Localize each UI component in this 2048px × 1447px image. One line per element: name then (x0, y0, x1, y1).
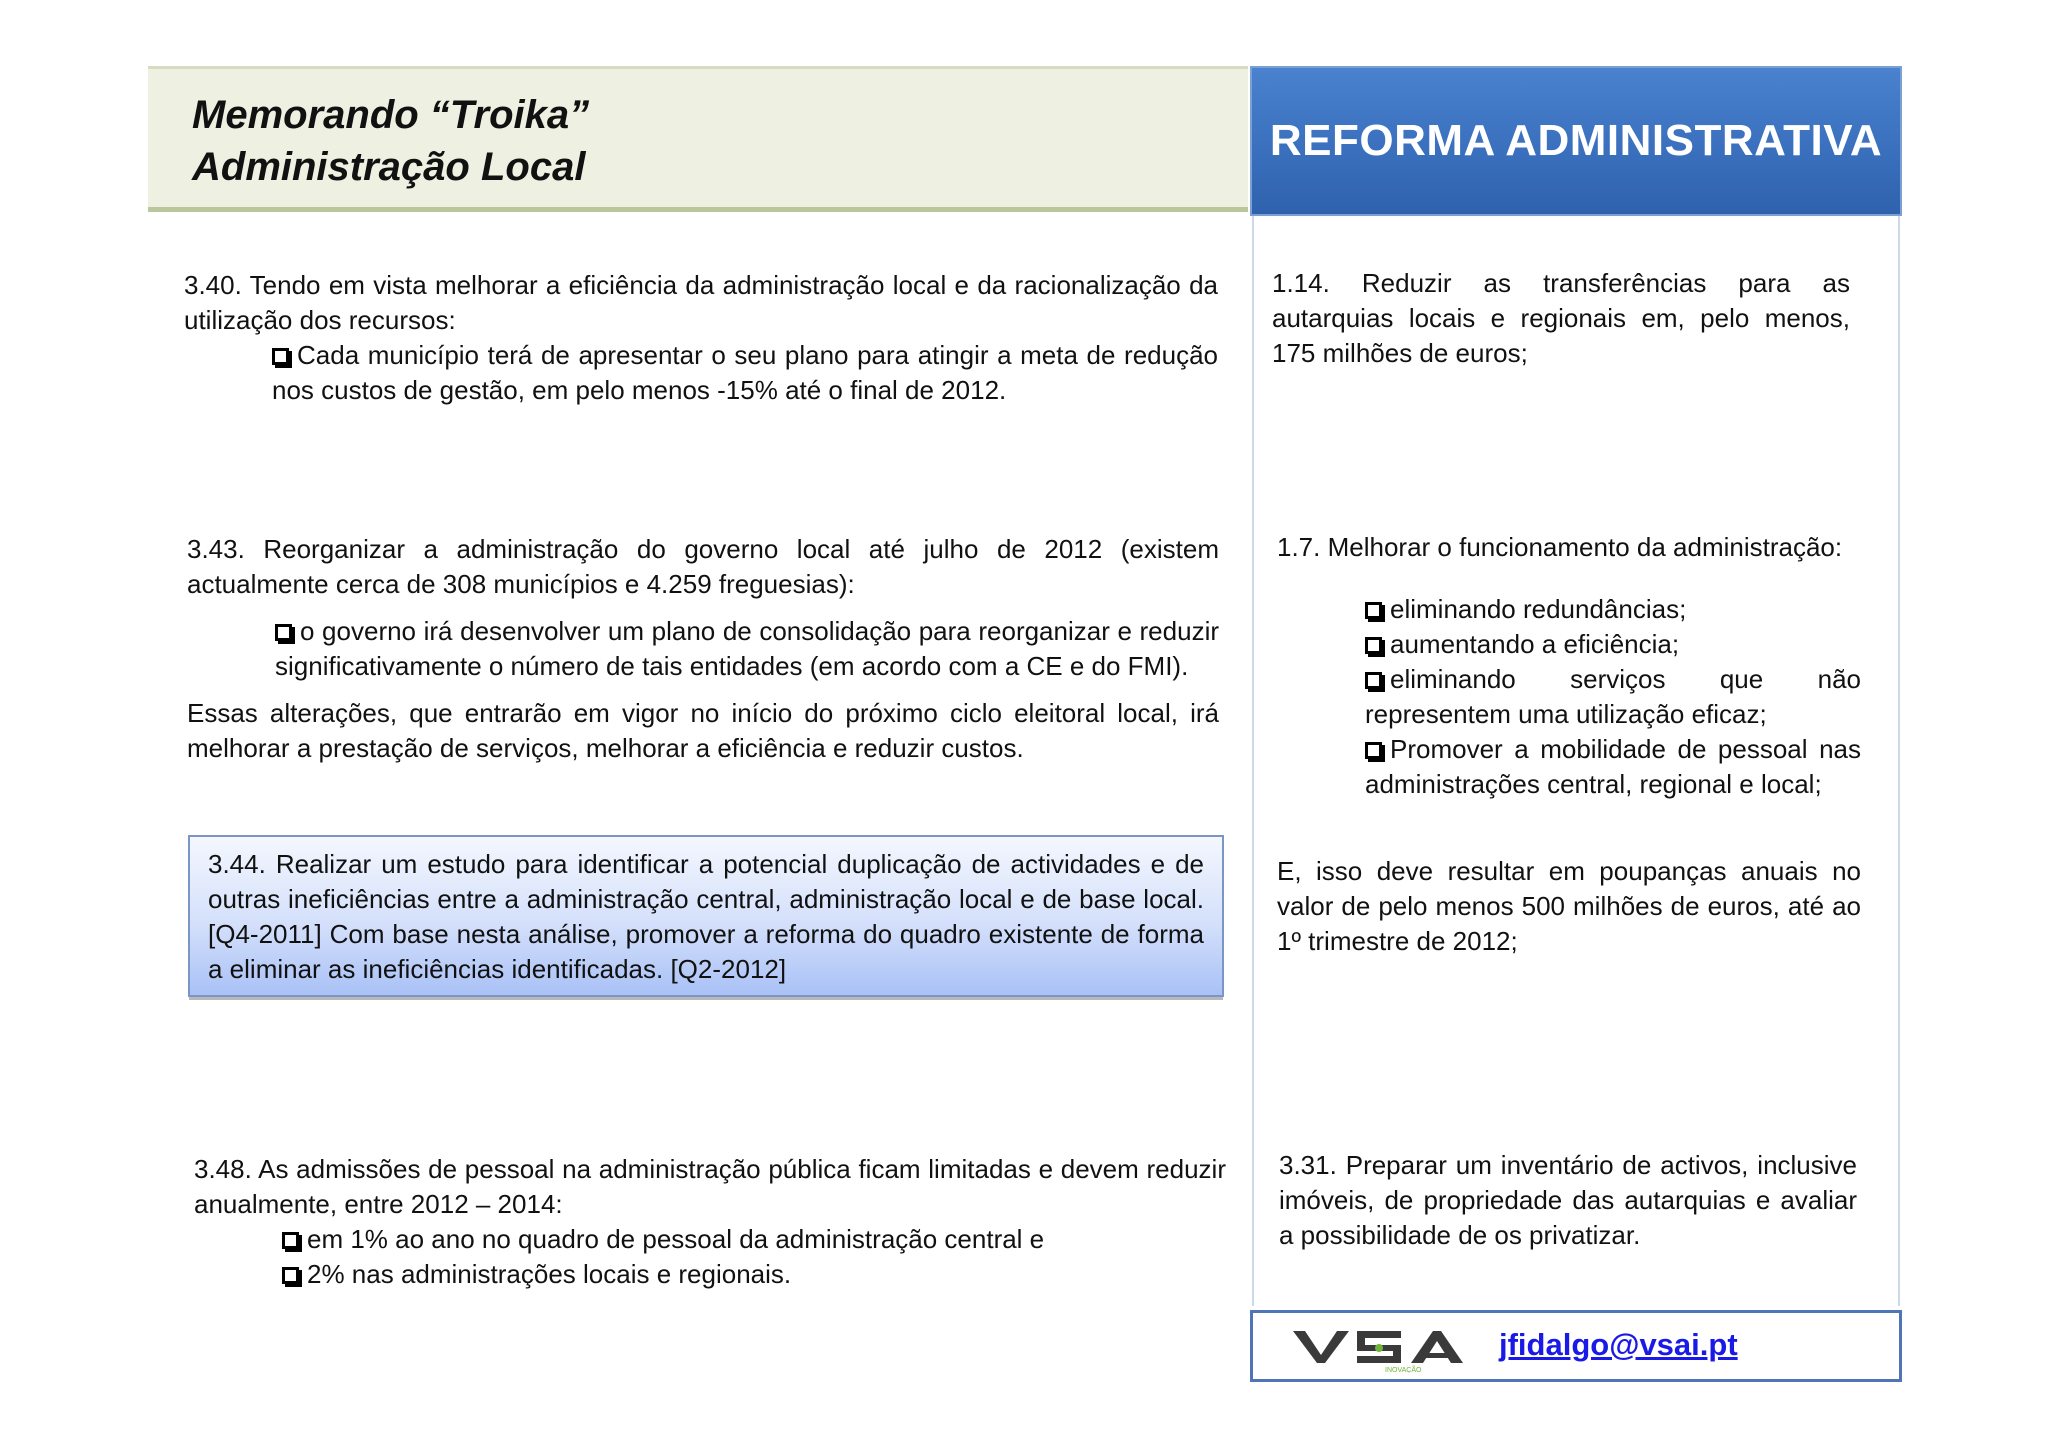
section-3-48-item-1-text: em 1% ao ano no quadro de pessoal da administração central e (307, 1224, 1045, 1254)
checkbox-bullet-icon (1365, 637, 1382, 654)
checkbox-bullet-icon (275, 624, 292, 641)
section-3-43-item (187, 614, 1219, 684)
section-3-43-outro: Essas alterações, que entrarão em vigor no início do próximo ciclo eleitoral local, irá melhorar a prestação de serviços, melhorar a eficiência e reduzir custos. (187, 698, 1219, 763)
section-3-44-highlight-box (188, 835, 1224, 997)
section-3-48 (194, 1152, 1226, 1292)
section-3-31 (1279, 1148, 1857, 1253)
banner-title: REFORMA ADMINISTRATIVA (1269, 116, 1883, 165)
header-banner (1250, 66, 1902, 216)
section-1-7-outro: E, isso deve resultar em poupanças anuais no valor de pelo menos 500 milhões de euros, até ao 1º trimestre de 2012; (1277, 856, 1861, 956)
section-3-48-item-1 (194, 1222, 1226, 1257)
section-1-7-item-4 (1365, 732, 1861, 802)
email-link[interactable]: jfidalgo@vsai.pt (1499, 1327, 1738, 1362)
section-1-7-item-2-text: aumentando a eficiência; (1390, 629, 1680, 659)
checkbox-bullet-icon (272, 348, 289, 365)
footer-box (1250, 1310, 1902, 1382)
section-3-40 (184, 268, 1218, 408)
section-3-48-item-2-text: 2% nas administrações locais e regionais. (307, 1259, 792, 1289)
header-title-line1: Memorando “Troika” (192, 93, 590, 137)
section-3-31-text: 3.31. Preparar um inventário de activos, inclusive imóveis, de propriedade das autarquias e avaliar a possibilidade de os privatizar. (1279, 1150, 1857, 1250)
section-1-7-list (1277, 592, 1861, 802)
section-3-43-item-text: o governo irá desenvolver um plano de consolidação para reorganizar e reduzir significativamente o número de tais entidades (em acordo com a CE e do FMI). (275, 616, 1219, 681)
checkbox-bullet-icon (282, 1232, 299, 1249)
section-3-44-text: 3.44. Realizar um estudo para identificar a potencial duplicação de actividades e de outras ineficiências entre a administração central, administração local e de base local. [Q4-2011] Com base nesta análise, promover a reforma do quadro existente de forma a eliminar as ineficiências identificadas. [Q2-2012] (208, 849, 1204, 984)
section-1-7-intro: 1.7. Melhorar o funcionamento da administração: (1277, 532, 1843, 562)
section-1-14 (1272, 266, 1850, 371)
section-1-7-item-4-text: Promover a mobilidade de pessoal nas administrações central, regional e local; (1365, 734, 1861, 799)
logo-subtext: INOVAÇÃO (1385, 1367, 1422, 1373)
section-3-43 (187, 532, 1219, 766)
section-3-48-item-2 (194, 1257, 1226, 1292)
section-1-7-item-2 (1365, 627, 1861, 662)
section-3-48-intro: 3.48. As admissões de pessoal na administração pública ficam limitadas e devem reduzir anualmente, entre 2012 – 2014: (194, 1154, 1226, 1219)
section-1-7-item-3 (1365, 662, 1861, 732)
section-3-40-item (184, 338, 1218, 408)
section-1-14-text: 1.14. Reduzir as transferências para as autarquias locais e regionais em, pelo menos, 175 milhões de euros; (1272, 268, 1850, 368)
vsa-logo (1293, 1325, 1473, 1373)
checkbox-bullet-icon (1365, 742, 1382, 759)
section-1-7-item-1-text: eliminando redundâncias; (1390, 594, 1687, 624)
checkbox-bullet-icon (1365, 602, 1382, 619)
section-3-43-intro: 3.43. Reorganizar a administração do governo local até julho de 2012 (existem actualmente cerca de 308 municípios e 4.259 freguesias): (187, 534, 1219, 599)
section-3-40-intro: 3.40. Tendo em vista melhorar a eficiência da administração local e da racionalização da utilização dos recursos: (184, 270, 1218, 335)
checkbox-bullet-icon (1365, 672, 1382, 689)
section-1-7-item-1 (1365, 592, 1861, 627)
section-3-40-item-text: Cada município terá de apresentar o seu plano para atingir a meta de redução nos custos de gestão, em pelo menos -15% até o final de 2012. (272, 340, 1218, 405)
section-1-7-item-3-text: eliminando serviços que não representem uma utilização eficaz; (1365, 664, 1861, 729)
checkbox-bullet-icon (282, 1267, 299, 1284)
header-title-line2: Administração Local (192, 145, 586, 189)
header-title-panel (148, 66, 1248, 212)
section-1-7 (1277, 530, 1861, 959)
